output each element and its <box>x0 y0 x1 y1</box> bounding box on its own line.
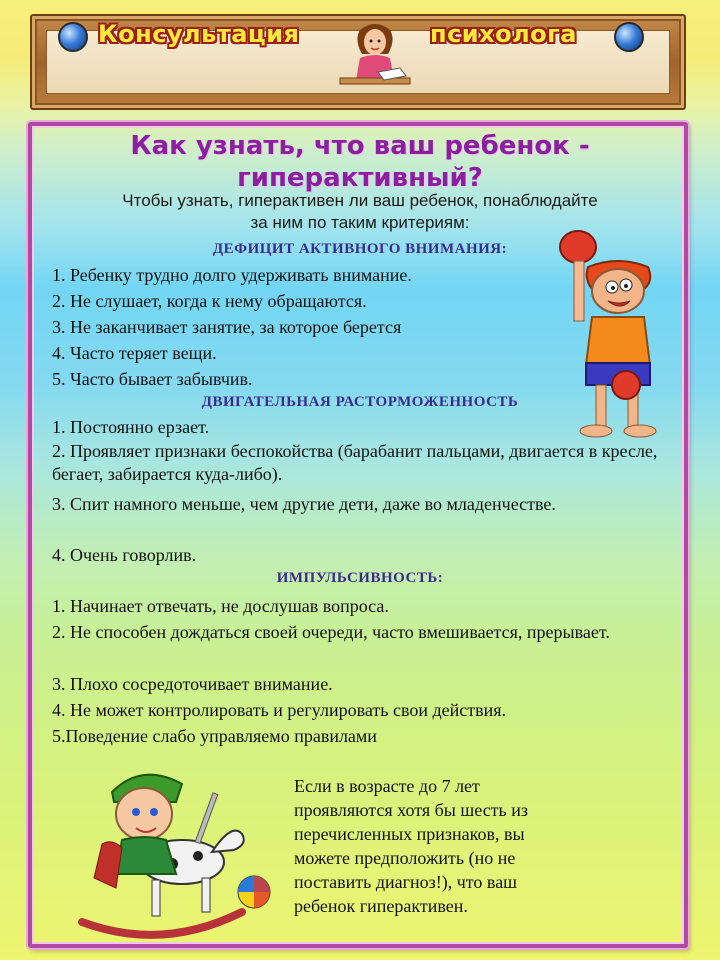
right-gem-icon <box>614 22 644 52</box>
banner-word-psychologist: психолога <box>430 20 577 48</box>
closing-note <box>294 774 624 918</box>
left-gem-icon <box>58 22 88 52</box>
section-heading-attention: ДЕФИЦИТ АКТИВНОГО ВНИМАНИЯ: <box>212 241 508 257</box>
note-line: ребенок гиперактивен. <box>294 896 468 916</box>
note-line: Если в возрасте до 7 лет <box>294 776 480 796</box>
list-item: 5. Часто бывает забывчив. <box>52 369 253 389</box>
list-item: 5.Поведение слабо управляемо правилами <box>52 726 377 746</box>
title-line-1: Как узнать, что ваш ребенок - <box>130 131 590 161</box>
list-item: 4. Не может контролировать и регулировать свои действия. <box>52 700 507 720</box>
boxer-boy-illustration <box>540 225 670 445</box>
list-item: 4. Часто теряет вещи. <box>52 343 217 363</box>
title-line-2: гиперактивный? <box>237 163 483 193</box>
intro-line-1: Чтобы узнать, гиперактивен ли ваш ребенок, понаблюдайте <box>122 191 598 210</box>
page-title <box>60 130 660 194</box>
section-heading-motor: ДВИГАТЕЛЬНАЯ РАСТОРМОЖЕННОСТЬ <box>201 394 519 410</box>
banner-word-consultation: Консультация <box>98 20 300 48</box>
list-item: 1. Постоянно ерзает. <box>52 417 210 437</box>
note-line: проявляются хотя бы шесть из <box>294 800 528 820</box>
note-line: можете предположить (но не <box>294 848 516 868</box>
section-heading-impulsivity: ИМПУЛЬСИВНОСТЬ: <box>276 570 444 586</box>
list-item: 1. Ребенку трудно долго удерживать внимание. <box>52 265 412 285</box>
psychologist-illustration <box>330 20 420 100</box>
list-item: 2. Не способен дождаться своей очереди, часто вмешивается, прерывает. <box>52 622 610 642</box>
list-item: 3. Не заканчивает занятие, за которое берется <box>52 317 402 337</box>
rocking-horse-boy-illustration <box>72 752 272 942</box>
list-item: 2. Проявляет признаки беспокойства (барабанит пальцами, двигается в кресле, бегает, забирается куда-либо). <box>52 441 658 484</box>
list-item: 4. Очень говорлив. <box>52 545 197 565</box>
list-item: 1. Начинает отвечать, не дослушав вопроса. <box>52 596 389 616</box>
intro-line-2: за ним по таким критериям: <box>250 213 470 232</box>
list-item: 3. Плохо сосредоточивает внимание. <box>52 674 333 694</box>
note-line: перечисленных признаков, вы <box>294 824 525 844</box>
note-line: поставить диагноз!), что ваш <box>294 872 518 892</box>
list-item: 3. Спит намного меньше, чем другие дети, даже во младенчестве. <box>52 494 556 514</box>
list-item: 2. Не слушает, когда к нему обращаются. <box>52 291 367 311</box>
